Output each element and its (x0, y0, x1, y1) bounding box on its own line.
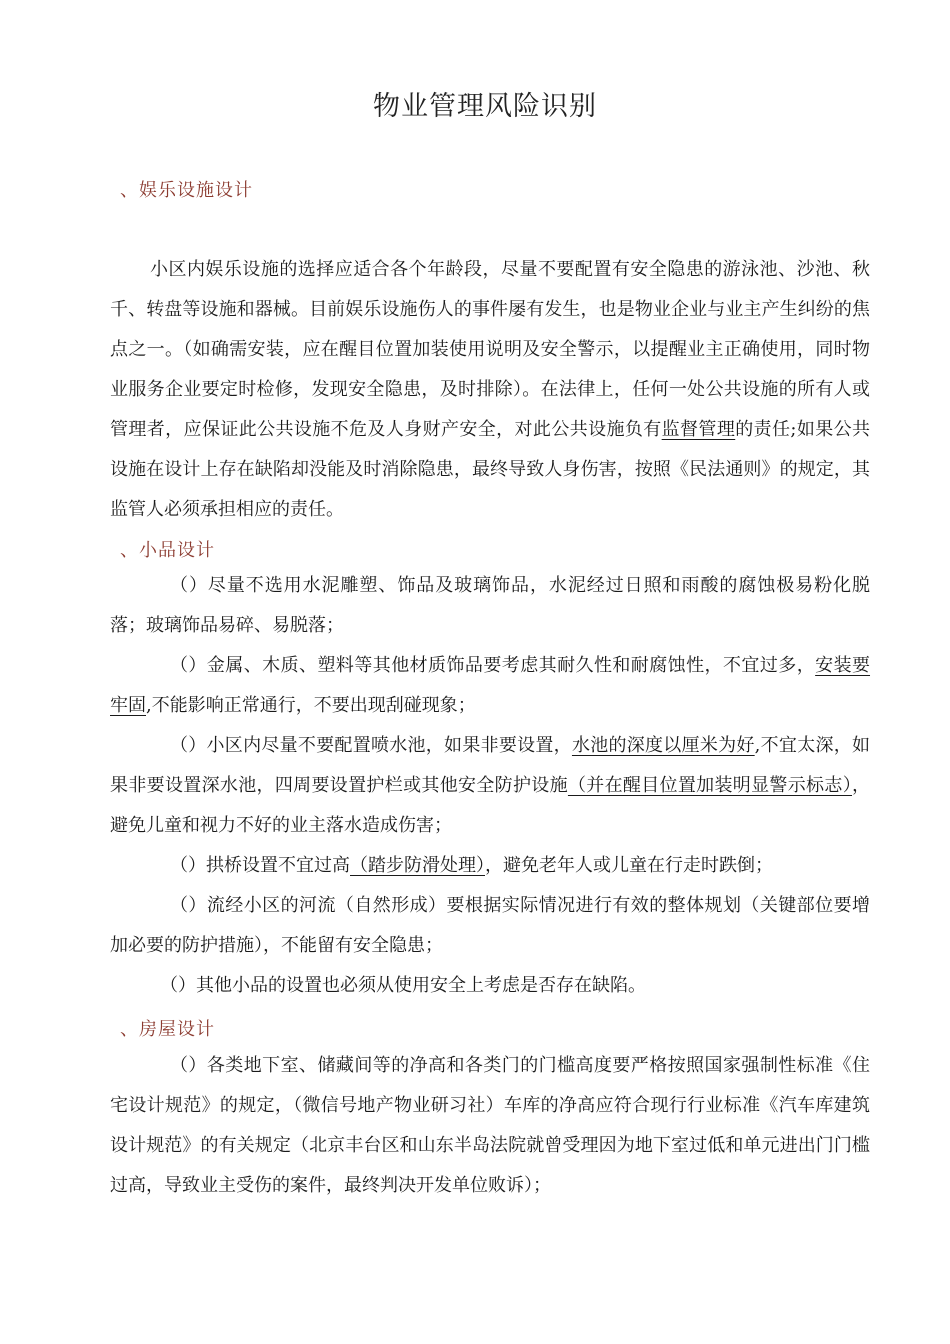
section-heading-building: 、房屋设计 (120, 1019, 215, 1040)
item-text: ，避免儿童和视力不好的业主落水造成伤害； (110, 775, 871, 836)
item-text: （）小区内尽量不要配置喷水池，如果非要设置， (170, 735, 572, 756)
section-heading-entertainment: 、娱乐设施设计 (120, 180, 253, 201)
page-title: 物业管理风险识别 (373, 91, 597, 122)
list-item (110, 846, 870, 886)
underlined-text: 监督管理 (661, 419, 736, 440)
underlined-text: （并在醒目位置加装明显警示标志） (567, 775, 853, 796)
item-text: （）金属、木质、塑料等其他材质饰品要考虑其耐久性和耐腐蚀性，不宜过多， (170, 655, 816, 676)
underlined-text: （踏步防滑处理） (350, 855, 485, 876)
paragraph-text: 的责任;如果公共设施在设计上存在缺陷却没能及时消除隐患，最终导致人身伤害，按照《民法通则》的规定，其监管人必须承担相应的责任。 (110, 419, 871, 520)
item-text: ,不宜太深，如果非要设置深水池，四周要设置护栏或其他安全防护设施 (110, 735, 870, 796)
item-text: （）拱桥设置不宜过高 (170, 855, 350, 876)
section-heading-landscape: 、小品设计 (120, 540, 215, 561)
list-item (110, 726, 870, 846)
paragraph-text: 小区内娱乐设施的选择应适合各个年龄段，尽量不要配置有安全隐患的游泳池、沙池、秋千、转盘等设施和器械。目前娱乐设施伤人的事件屡有发生，也是物业企业与业主产生纠纷的焦点之一。（如确需安装，应在醒目位置加装使用说明及安全警示，以提醒业主正确使用，同时物业服务企业要定时检修，发现安全隐患，及时排除）。在法律上，任何一处公共设施的所有人或管理者，应保证此公共设施不危及人身财产安全，对此公共设施负有 (110, 259, 870, 440)
item-text: （）尽量不选用水泥雕塑、饰品及玻璃饰品，水泥经过日照和雨酸的腐蚀极易粉化脱落；玻璃饰品易碎、易脱落； (110, 575, 870, 636)
list-item (110, 1046, 870, 1206)
underlined-text: 安装要牢固 (110, 655, 871, 716)
item-text: ,不能影响正常通行，不要出现刮碰现象； (146, 695, 476, 716)
item-text: ，避免老年人或儿童在行走时跌倒； (485, 855, 773, 876)
underlined-text: 水池的深度以厘米为好 (571, 735, 755, 756)
item-text: （）其他小品的设置也必须从使用安全上考虑是否存在缺陷。 (160, 975, 646, 996)
list-item (110, 886, 870, 966)
list-item (110, 966, 870, 1006)
list-item (110, 566, 870, 646)
paragraph-entertainment (110, 250, 870, 530)
item-text: （）流经小区的河流（自然形成）要根据实际情况进行有效的整体规划（关键部位要增加必要的防护措施），不能留有安全隐患； (110, 895, 870, 956)
item-text: （）各类地下室、储藏间等的净高和各类门的门槛高度要严格按照国家强制性标准《住宅设计规范》的规定，（微信号地产物业研习社）车库的净高应符合现行行业标准《汽车库建筑设计规范》的有关规定（北京丰台区和山东半岛法院就曾受理因为地下室过低和单元进出门门槛过高，导致业主受伤的案件，最终判决开发单位败诉）； (110, 1055, 870, 1196)
list-item (110, 646, 870, 726)
